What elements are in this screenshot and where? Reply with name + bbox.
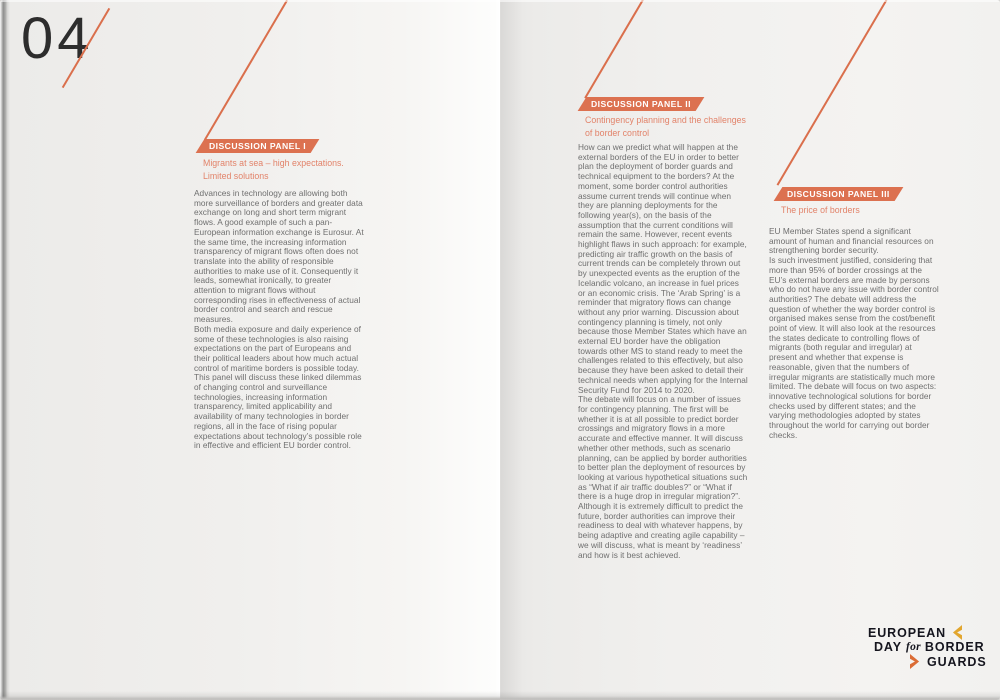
subtitle-line: Contingency planning and the challenges [585,115,746,125]
logo-row-2 [874,640,985,654]
logo-word-day: DAY [874,640,902,654]
photo-top-edge [0,0,1000,2]
subtitle-line: The price of borders [781,205,860,215]
paragraph: EU Member States spend a significant amount of human and financial resources on strengthening border security. [769,226,934,256]
logo-row-3 [910,654,987,669]
discussion-panel-3-label-text: DISCUSSION PANEL III [787,189,890,199]
logo-word-european: EUROPEAN [868,625,947,640]
subtitle-line: of border control [585,127,650,138]
chevron-left-icon [949,625,962,640]
discussion-panel-2-body [578,143,748,560]
photo-bottom-edge [0,691,1000,700]
paragraph: Advances in technology are allowing both more surveillance of borders and greater data exchange on long and short term migrant flows. A good example of such a pan-European information exchange is Eurosur. At the same time, the increasing information transparency of migrant flows often does not translate into the ability of responsible authorities to make use of it. Consequently it leads, somewhat ironically, to greater attention to migrant flows without corresponding rises in effectiveness of actual border control and search and rescue measures. [194,188,364,325]
spine-shadow [497,0,523,700]
book-page-edge [0,0,10,700]
discussion-panel-3-subtitle [781,204,860,217]
discussion-panel-2-subtitle [585,114,746,139]
logo-word-for: for [905,641,921,653]
paragraph: Both media exposure and daily experience of some of these technologies is also raising expectations on the part of Europeans and their political leaders about how much actual control of maritime borders is possible today. This panel will discuss these linked dilemmas of changing control and surveillance technologies, increasing information transparency, limited applicability and availability of many technologies in border regions, all in the face of rising popular expectations about technology’s possible role in effective and efficient EU border control. [194,323,362,451]
paragraph: Is such investment justified, considering that more than 95% of border crossings at the EU’s external borders are made by persons who do not have any issue with border control authorities? The debate will address the question of whether the way border control is organised makes sense from the cost/benefit point of view. It will also look at the resources the states dedicate to controlling flows of migrants (both regular and irregular) at present and whether that expense is reasonable, given that the numbers of irregular migrants are statistically much more limited. The debate will focus on two aspects: innovative technological solutions for border checks used by different states; and the varying methodologies adopted by states throughout the world for carrying out border checks. [769,255,939,440]
logo-word-guards: GUARDS [927,654,987,669]
discussion-panel-1-subtitle [203,157,344,182]
subtitle-line: Migrants at sea – high expectations. [203,158,344,168]
paragraph: The debate will focus on a number of issues for contingency planning. The first will be whether it is at all possible to predict border crossings and migratory flows in a more accurate and effective manner. It will discuss whether other methods, such as scenario planning, can be applied by border authorities to better plan the deployment of resources by looking at various hypothetical situations such as “What if air traffic doubles?” or “What if there is a huge drop in irregular migration?”. Although it is extremely difficult to predict the future, border authorities can improve their readiness to deal with whatever happens, by being adaptive and creating agile capability – we will discuss, what is meant by ‘readiness’ and how is it best achieved. [578,394,748,560]
discussion-panel-1-label-text: DISCUSSION PANEL I [209,141,307,151]
discussion-panel-3-label [774,187,904,201]
page-number: 04 [21,6,94,71]
logo-row-1 [868,625,962,640]
discussion-panel-1-label [196,139,320,153]
discussion-panel-3-body [769,227,939,440]
logo-word-border: BORDER [924,640,985,654]
discussion-panel-2-label-text: DISCUSSION PANEL II [591,99,691,109]
paragraph: How can we predict what will happen at the external borders of the EU in order to better plan the deployment of border guards and technical equipment to the borders? At the moment, some border control authorities assume current trends will continue when they are planning deployments for the following year(s), on the basis of the assumption that the current conditions will remain the same. However, recent events highlight flaws in such approach: for example, predicting air traffic growth on the basis of current trends can be completely thrown out by unexpected events as the eruption of the Icelandic volcano, an increase in fuel prices or an economic crisis. The ‘Arab Spring’ is a reminder that migratory flows can change without any prior warning. Discussion about contingency planning is timely, not only because those Member States which have an external EU border have the obligation towards other MS to stand ready to meet the challenges related to this effectively, but also because they have been asked to detail their technical needs when applying for the Internal Security Fund for 2014 to 2020. [578,142,748,395]
chevron-right-icon [910,654,923,669]
discussion-panel-2-label [578,97,705,111]
subtitle-line: Limited solutions [203,170,269,181]
discussion-panel-1-body [194,189,364,451]
european-day-for-border-guards-logo [860,622,990,678]
